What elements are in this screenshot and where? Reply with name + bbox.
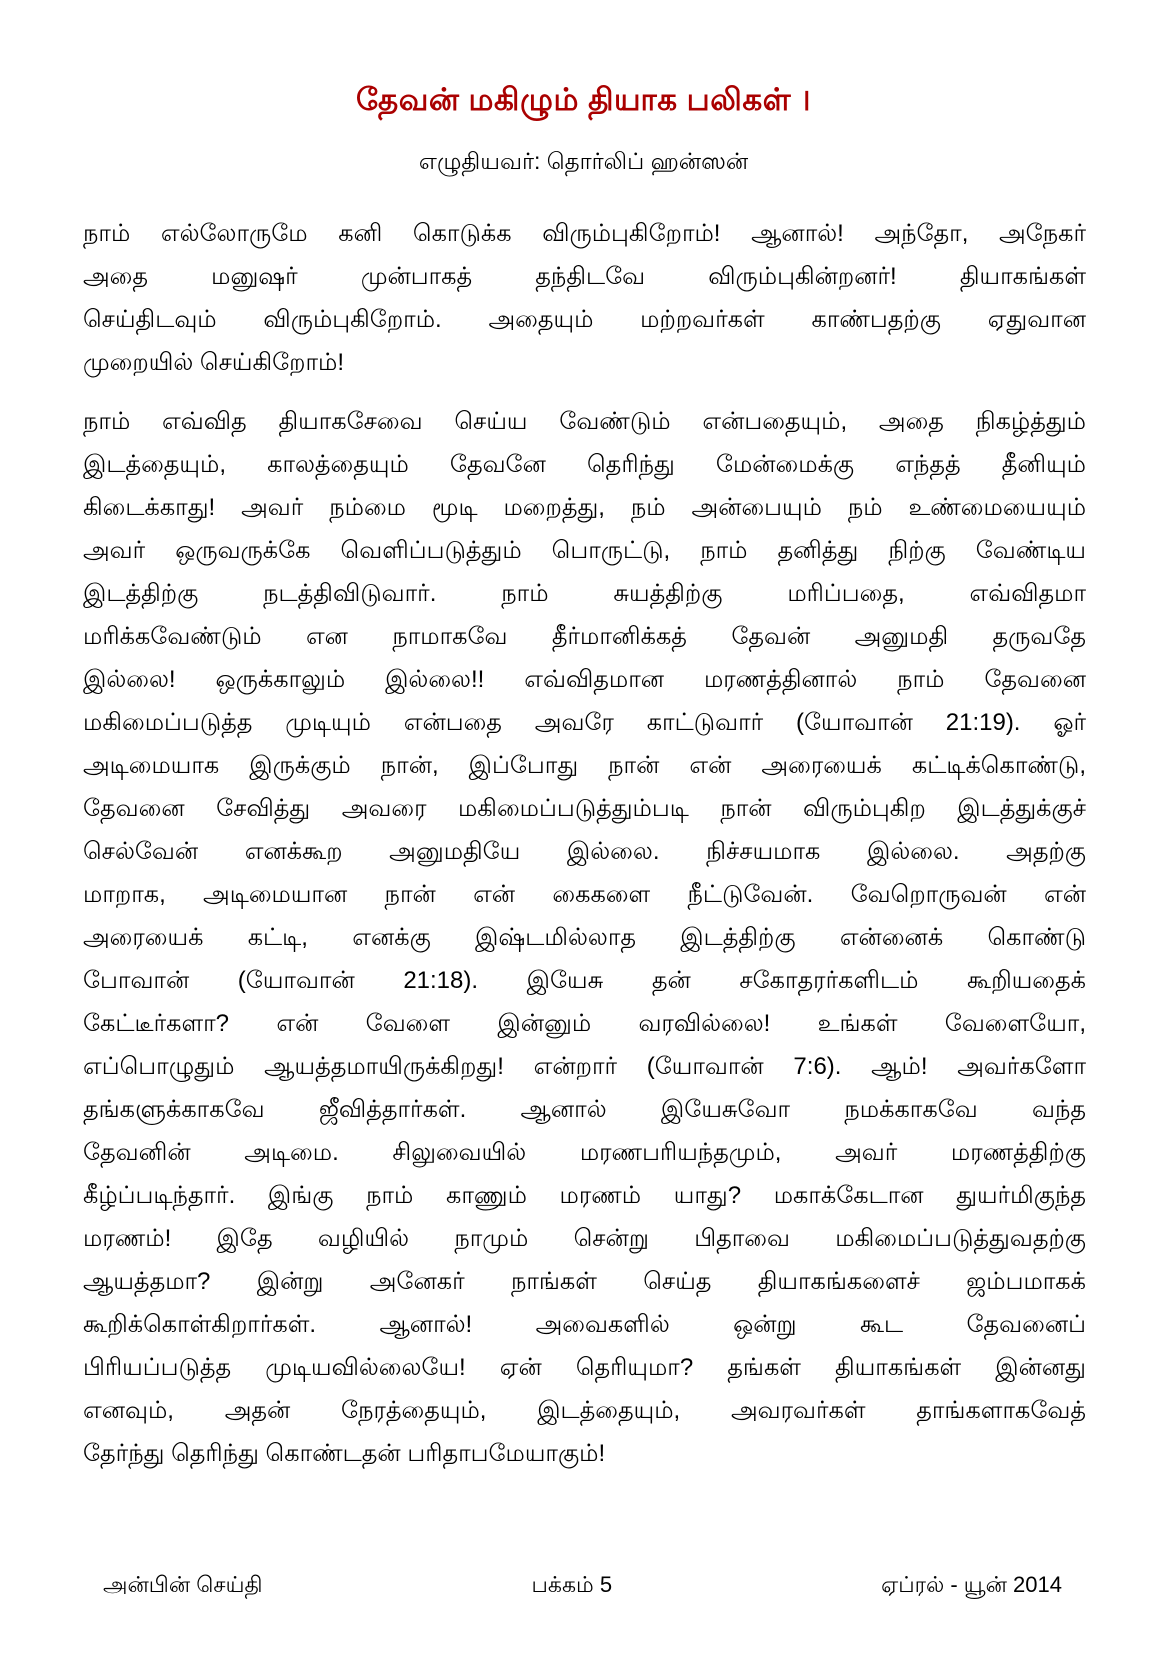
paragraph-1 [83,212,1086,384]
byline: எழுதியவர்: தொர்லிப் ஹன்ஸன் [418,148,749,174]
page-title: தேவன் மகிழும் தியாக பலிகள் । [356,82,811,117]
text-line: கேட்டீர்களா? என் வேளை இன்னும் வரவில்லை! உங்கள் வேளையோ, [83,1010,1086,1037]
page-footer [83,1572,1084,1601]
text-line: தேர்ந்து தெரிந்து கொண்டதன் பரிதாபமேயாகும்! [83,1440,606,1467]
text-line: எனவும், அதன் நேரத்தையும், இடத்தையும், அவரவர்கள் தாங்களாகவேத் [83,1397,1086,1424]
text-line: அதை மனுஷர் முன்பாகத் தந்திடவே விரும்புகின்றனர்! தியாகங்கள் [83,263,1086,290]
text-line: மகிமைப்படுத்த முடியும் என்பதை அவரே காட்டுவார் (யோவான் 21:19). ஓர் [83,709,1086,736]
text-line: பிரியப்படுத்த முடியவில்லையே! ஏன் தெரியுமா? தங்கள் தியாகங்கள் இன்னது [83,1354,1086,1381]
footer-issue-date: ஏப்ரல் - யூன் 2014 [881,1572,1062,1597]
text-line: இல்லை! ஒருக்காலும் இல்லை!! எவ்விதமான மரணத்தினால் நாம் தேவனை [83,666,1086,693]
text-line: செல்வேன் எனக்கூற அனுமதியே இல்லை. நிச்சயமாக இல்லை. அதற்கு [83,838,1086,865]
text-line: இடத்தையும், காலத்தையும் தேவனே தெரிந்து மேன்மைக்கு எந்தத் தீனியும் [83,451,1086,478]
text-line: கூறிக்கொள்கிறார்கள். ஆனால்! அவைகளில் ஒன்று கூட தேவனைப் [83,1311,1086,1338]
text-line: நாம் எவ்வித தியாகசேவை செய்ய வேண்டும் என்பதையும், அதை நிகழ்த்தும் [83,408,1086,435]
text-line: தேவனின் அடிமை. சிலுவையில் மரணபரியந்தமும், அவர் மரணத்திற்கு [83,1139,1086,1166]
text-line: தங்களுக்காகவே ஜீவித்தார்கள். ஆனால் இயேசுவோ நமக்காகவே வந்த [83,1096,1086,1123]
text-line: எப்பொழுதும் ஆயத்தமாயிருக்கிறது! என்றார் (யோவான் 7:6). ஆம்! அவர்களோ [83,1053,1086,1080]
text-line: ஆயத்தமா? இன்று அனேகர் நாங்கள் செய்த தியாகங்களைச் ஜம்பமாகக் [83,1268,1086,1295]
text-line: முறையில் செய்கிறோம்! [83,349,345,376]
text-line: கீழ்ப்படிந்தார். இங்கு நாம் காணும் மரணம் யாது? மகாக்கேடான துயர்மிகுந்த [83,1182,1086,1209]
text-line: அரையைக் கட்டி, எனக்கு இஷ்டமில்லாத இடத்திற்கு என்னைக் கொண்டு [83,924,1086,951]
paragraph-2 [83,400,1086,1475]
text-line: நாம் எல்லோருமே கனி கொடுக்க விரும்புகிறோம்! ஆனால்! அந்தோ, அநேகர் [83,220,1086,247]
text-line: இடத்திற்கு நடத்திவிடுவார். நாம் சுயத்திற்கு மரிப்பதை, எவ்விதமா [83,580,1086,607]
text-line: மரிக்கவேண்டும் என நாமாகவே தீர்மானிக்கத் தேவன் அனுமதி தருவதே [83,623,1086,650]
footer-page-number: பக்கம் 5 [531,1572,613,1597]
footer-publication-name: அன்பின் செய்தி [103,1572,263,1597]
text-line: அடிமையாக இருக்கும் நான், இப்போது நான் என் அரையைக் கட்டிக்கொண்டு, [83,752,1086,779]
text-line: அவர் ஒருவருக்கே வெளிப்படுத்தும் பொருட்டு, நாம் தனித்து நிற்கு வேண்டிய [83,537,1086,564]
text-line: போவான் (யோவான் 21:18). இயேசு தன் சகோதரர்களிடம் கூறியதைக் [83,967,1086,994]
text-line: மரணம்! இதே வழியில் நாமும் சென்று பிதாவை மகிமைப்படுத்துவதற்கு [83,1225,1086,1252]
text-line: கிடைக்காது! அவர் நம்மை மூடி மறைத்து, நம் அன்பையும் நம் உண்மையையும் [83,494,1086,521]
text-line: செய்திடவும் விரும்புகிறோம். அதையும் மற்றவர்கள் காண்பதற்கு ஏதுவான [83,306,1086,333]
text-line: தேவனை சேவித்து அவரை மகிமைப்படுத்தும்படி நான் விரும்புகிற இடத்துக்குச் [83,795,1086,822]
article-body [83,212,1086,1475]
text-line: மாறாக, அடிமையான நான் என் கைகளை நீட்டுவேன். வேறொருவன் என் [83,881,1086,908]
